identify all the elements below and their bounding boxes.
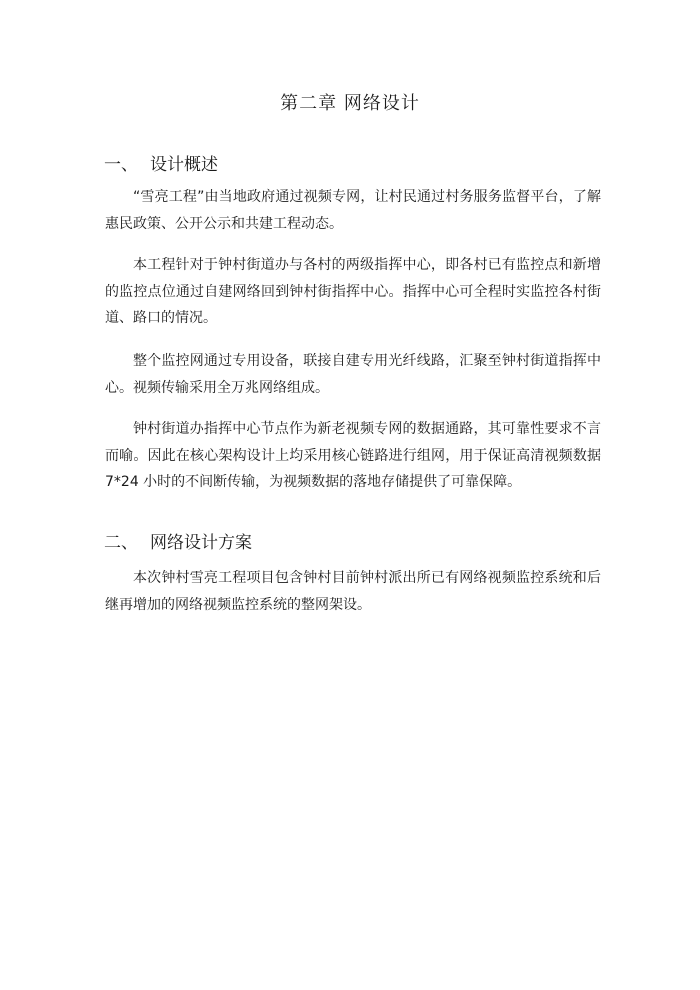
section-title: 设计概述 [150, 155, 218, 175]
chapter-title: 第二章 网络设计 [280, 93, 420, 114]
section-title: 网络设计方案 [150, 533, 252, 553]
section-number: 二、 [104, 533, 138, 553]
paragraph: 钟村街道办指挥中心节点作为新老视频专网的数据通路，其可靠性要求不言而喻。因此在核心架构设计上均采用核心链路进行组网，用于保证高清视频数据7*24 小时的不间断传输，为视频数据的落地存储提供了可靠保障。 [105, 421, 601, 490]
section-heading-overview [104, 150, 218, 175]
paragraph: 整个监控网通过专用设备，联接自建专用光纤线路，汇聚至钟村街道指挥中心。视频传输采用全万兆网络组成。 [105, 353, 601, 396]
paragraph: 本次钟村雪亮工程项目包含钟村目前钟村派出所已有网络视频监控系统和后继再增加的网络视频监控系统的整网架设。 [105, 570, 601, 613]
section-number: 一、 [104, 155, 138, 175]
paragraph: 本工程针对于钟村街道办与各村的两级指挥中心，即各村已有监控点和新增的监控点位通过自建网络回到钟村街指挥中心。指挥中心可全程时实监控各村街道、路口的情况。 [105, 257, 601, 326]
paragraph: “雪亮工程”由当地政府通过视频专网，让村民通过村务服务监督平台，了解惠民政策、公开公示和共建工程动态。 [105, 189, 601, 232]
section-heading-network-plan [104, 528, 252, 553]
